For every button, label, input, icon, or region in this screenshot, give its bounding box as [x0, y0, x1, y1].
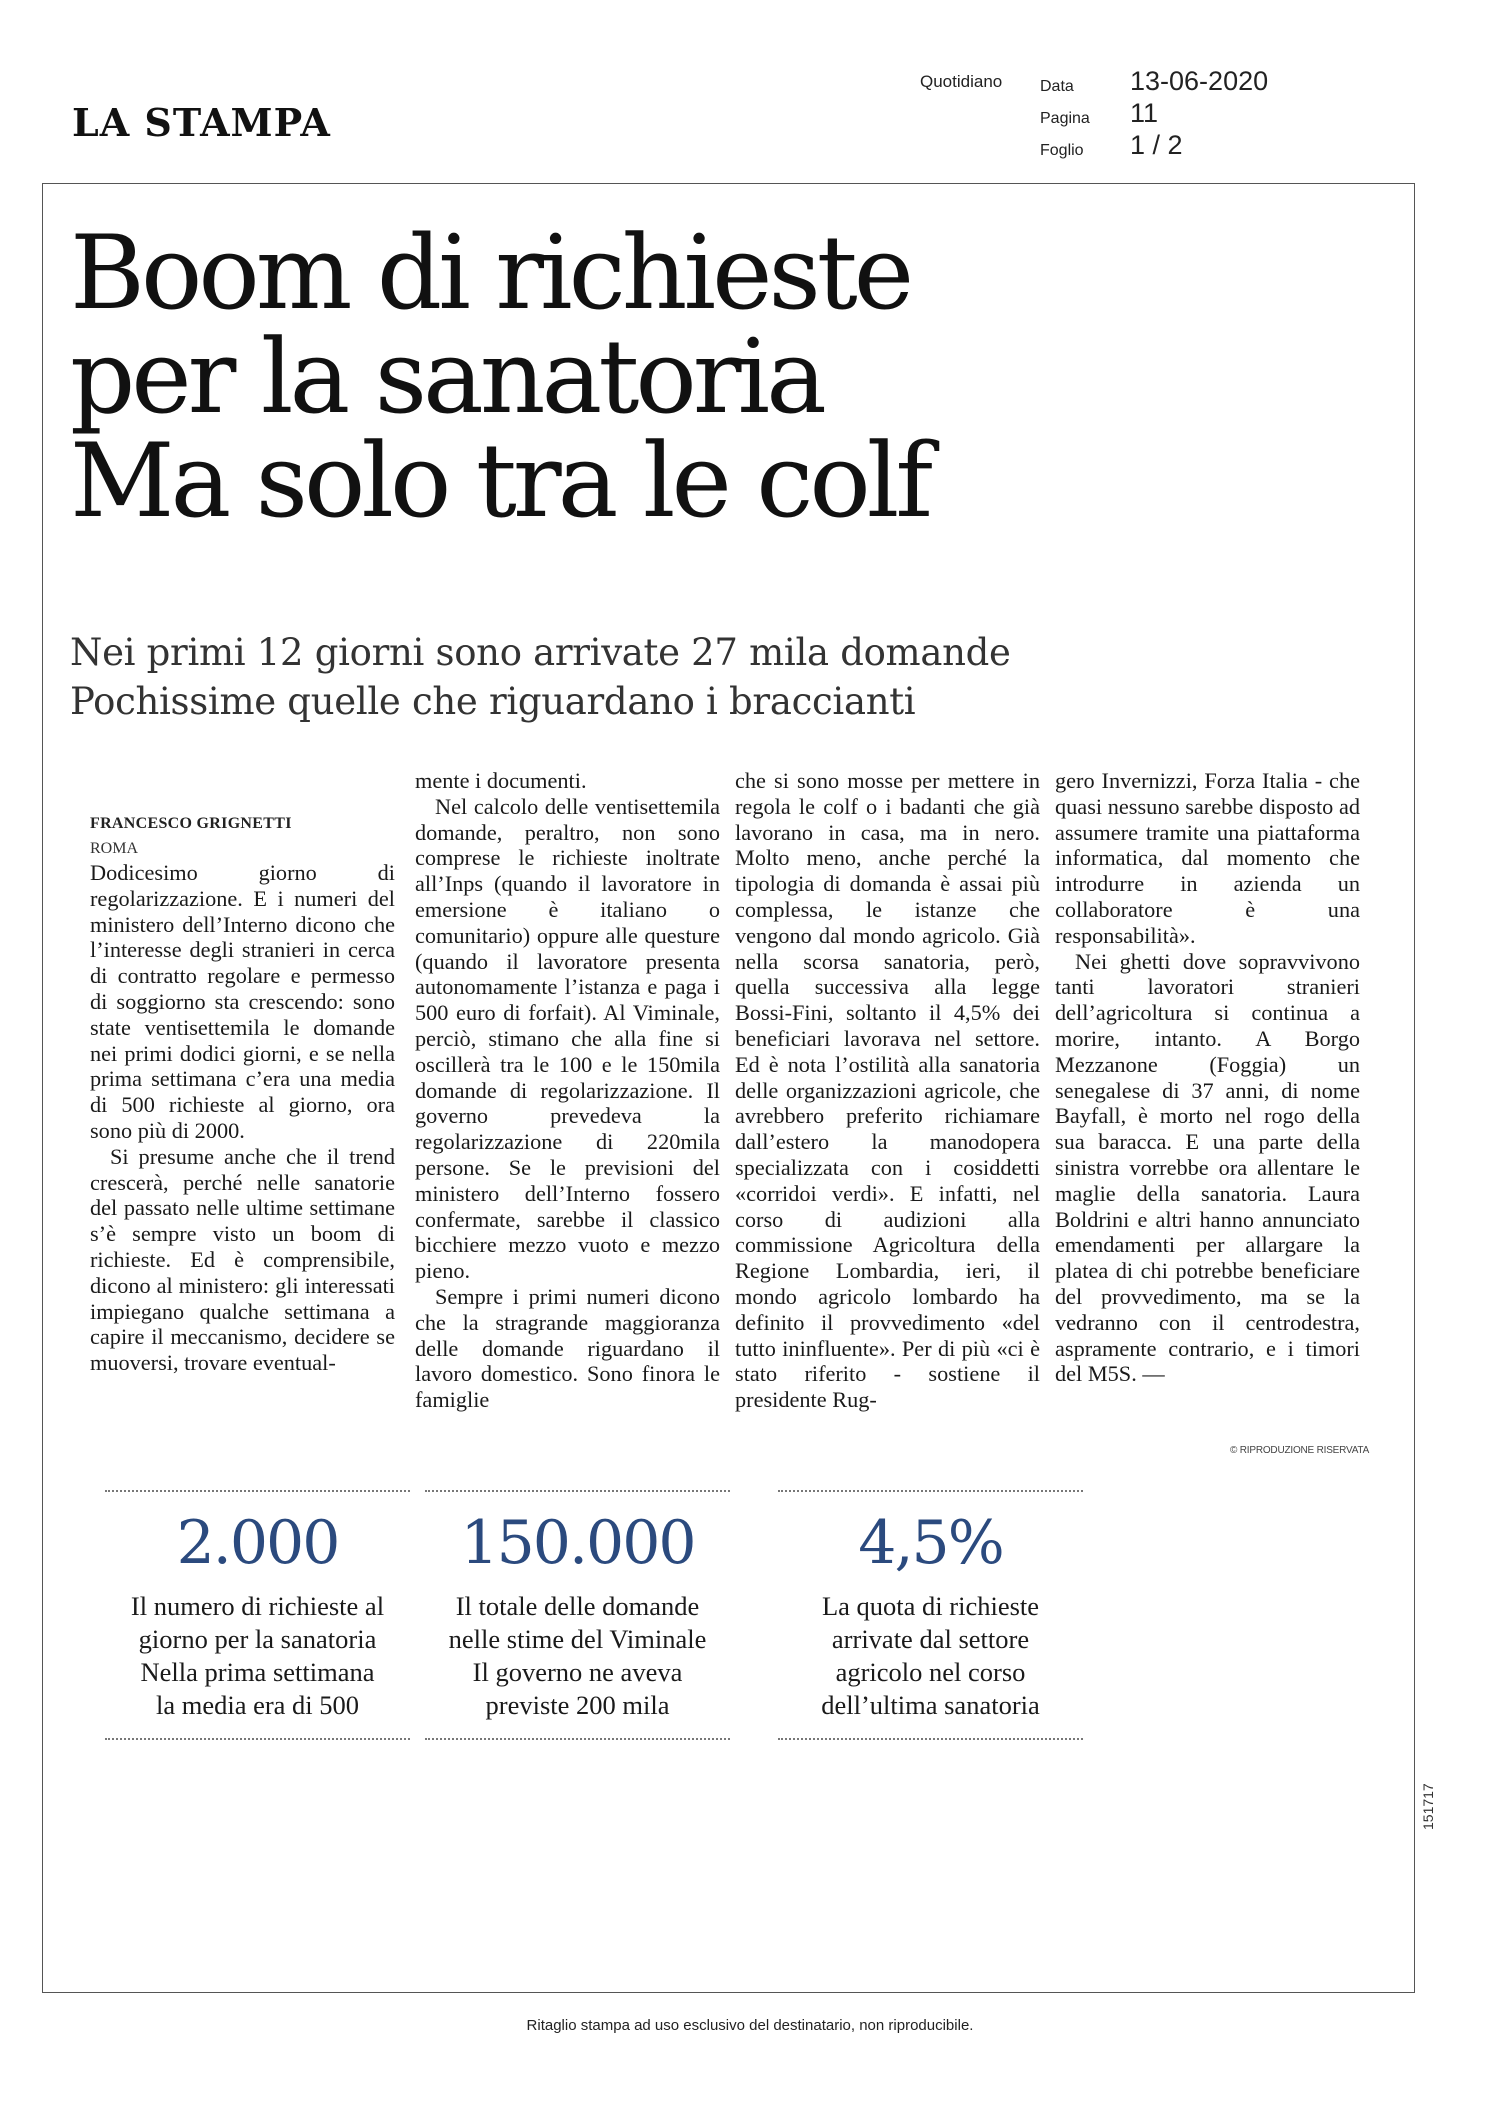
- caption-line: agricolo nel corso: [835, 1657, 1026, 1687]
- article-column-4: [1055, 768, 1360, 1387]
- dateline: ROMA: [90, 840, 139, 857]
- subhead-line-2: Pochissime quelle che riguardano i braccianti: [70, 680, 916, 723]
- caption-line: Il numero di richieste al: [130, 1591, 385, 1621]
- caption-line: nelle stime del Viminale: [448, 1624, 707, 1654]
- foglio-label: Foglio: [1040, 142, 1084, 159]
- copyright-notice: © RIPRODUZIONE RISERVATA: [1230, 1445, 1370, 1456]
- paragraph: che si sono mosse per mettere in regola le colf o i badanti che già lavorano in casa, ma in nero. Molto meno, anche perché la tipologia di domanda è assai più complessa, le istanze che vengono dal mondo agricolo. Già nella scorsa sanatoria, però, quella successiva alla legge Bossi-Fini, soltanto il 4,5% dei beneficiari lavorava nel settore. Ed è nota l’ostilità alla sanatoria delle organizzazioni agricole, che avrebbero preferito richiamare dall’estero la manodopera specializzata con i cosiddetti «corridoi verdi». E infatti, nel corso di audizioni alla commissione Agricoltura della Regione Lombardia, ieri, il mondo agricolo lombardo ha definito il provvedimento «del tutto ininfluente». Per di più «ci è stato riferito - sostiene il presidente Rug-: [735, 768, 1040, 1413]
- foglio-value: 1 / 2: [1130, 130, 1183, 160]
- divider: [425, 1738, 730, 1740]
- byline: FRANCESCO GRIGNETTI: [90, 815, 292, 832]
- caption-line: Il totale delle domande: [455, 1591, 700, 1621]
- article-column-3: [735, 768, 1040, 1413]
- paragraph: gero Invernizzi, Forza Italia - che quasi nessuno sarebbe disposto ad assumere tramite una piattaforma informatica, dal momento che introdurre in azienda un collaboratore è una responsabilità».: [1055, 768, 1360, 948]
- subhead-line-1: Nei primi 12 giorni sono arrivate 27 mila domande: [70, 631, 1011, 674]
- caption-line: Nella prima settimana: [140, 1657, 375, 1687]
- caption-line: arrivate dal settore: [831, 1624, 1030, 1654]
- paragraph: mente i documenti.: [415, 768, 587, 793]
- article-column-1: [90, 860, 395, 1376]
- caption-line: Il governo ne aveva: [472, 1657, 683, 1687]
- divider: [105, 1490, 410, 1492]
- paragraph: Si presume anche che il trend crescerà, perché nelle sanatorie del passato nelle ultime settimane s’è sempre visto un boom di richieste. Ed è comprensibile, dicono al ministero: gli interessati impiegano qualche settimana a capire il meccanismo, decidere se muoversi, trovare eventual-: [90, 1143, 395, 1376]
- headline-line-3: Ma solo tra le colf: [70, 422, 930, 541]
- data-value: 13-06-2020: [1130, 66, 1269, 96]
- caption-line: previste 200 mila: [485, 1690, 670, 1720]
- stat-number: 4,5%: [858, 1508, 1003, 1578]
- divider: [778, 1738, 1083, 1740]
- paragraph: Dodicesimo giorno di regolarizzazione. E i numeri del ministero dell’Interno dicono che l’interesse degli stranieri in cerca di contratto regolare e permesso di soggiorno sta crescendo: sono state ventisettemila le domande nei primi dodici giorni, e se nella prima settimana c’era una media di 500 richieste al giorno, ora sono più di 2000.: [90, 860, 395, 1143]
- footer-disclaimer: Ritaglio stampa ad uso esclusivo del destinatario, non riproducibile.: [526, 2017, 974, 2034]
- pagina-label: Pagina: [1040, 110, 1090, 127]
- divider: [105, 1738, 410, 1740]
- stat-caption: [778, 1590, 1083, 1722]
- masthead-logo: LA STAMPA: [72, 100, 331, 145]
- paragraph: Nei ghetti dove sopravvivono tanti lavoratori stranieri dell’agricoltura si continua a morire, intanto. A Borgo Mezzanone (Foggia) un senegalese di 37 anni, di nome Bayfall, è morto nel rogo della sua baracca. E una parte della sinistra vorrebbe ora allentare le maglie della sanatoria. Laura Boldrini e altri hanno annunciato emendamenti per allargare la platea di chi potrebbe beneficiare del provvedimento, ma se la vedranno con il centrodestra, aspramente contrario, e i timori del M5S. —: [1055, 948, 1360, 1387]
- caption-line: giorno per la sanatoria: [138, 1624, 377, 1654]
- clipping-code: 151717: [1420, 1783, 1436, 1830]
- divider: [778, 1490, 1083, 1492]
- stat-caption: [105, 1590, 410, 1722]
- headline-line-1: Boom di richieste: [70, 214, 911, 333]
- caption-line: la media era di 500: [155, 1690, 360, 1720]
- stat-number: 2.000: [176, 1508, 339, 1578]
- paragraph: Sempre i primi numeri dicono che la stragrande maggioranza delle domande riguardano il lavoro domestico. Sono finora le famiglie: [415, 1283, 720, 1413]
- article-subhead: [70, 628, 1011, 726]
- publication-type: Quotidiano: [920, 72, 1003, 91]
- divider: [425, 1490, 730, 1492]
- caption-line: dell’ultima sanatoria: [821, 1690, 1040, 1720]
- paragraph: Nel calcolo delle ventisettemila domande, peraltro, non sono comprese le richieste inoltrate all’Inps (quando il lavoratore in emersione è italiano o comunitario) oppure alle questure (quando il lavoratore presenta autonomamente l’istanza e paga i 500 euro di forfait). Al Viminale, perciò, stimano che alla fine si oscillerà tra le 100 e le 150mila domande di regolarizzazione. Il governo prevedeva la regolarizzazione di 220mila persone. Se le previsioni del ministero dell’Interno fossero confermate, sarebbe il classico bicchiere mezzo vuoto e mezzo pieno.: [415, 793, 720, 1284]
- caption-line: La quota di richieste: [821, 1591, 1040, 1621]
- stat-number: 150.000: [460, 1508, 695, 1578]
- article-headline: [70, 214, 930, 541]
- data-label: Data: [1040, 78, 1074, 95]
- stat-caption: [425, 1590, 730, 1722]
- pagina-value: 11: [1130, 98, 1159, 128]
- headline-line-2: per la sanatoria: [70, 318, 823, 437]
- article-column-2: [415, 768, 720, 1413]
